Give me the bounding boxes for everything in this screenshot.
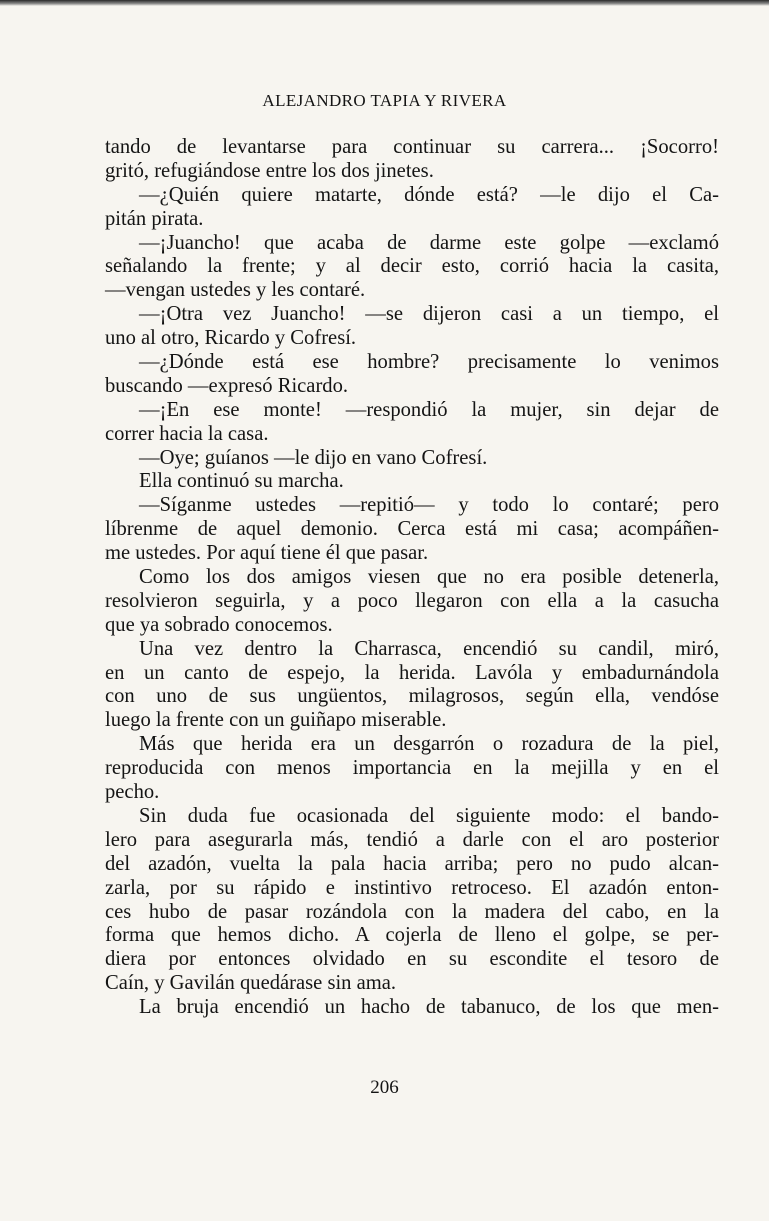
text-line: —Síganme ustedes —repitió— y todo lo contaré; pero — [139, 494, 719, 517]
text-line: lero para asegurarla más, tendió a darle con el aro posterior — [105, 828, 719, 851]
text-line: La bruja encendió un hacho de tabanuco, de los que men- — [139, 996, 719, 1019]
text-line: uno al otro, Ricardo y Cofresí. — [105, 327, 357, 350]
text-line: forma que hemos dicho. A cojerla de lleno el golpe, se per- — [105, 924, 719, 947]
text-line: ces hubo de pasar rozándola con la madera del cabo, en la — [105, 900, 719, 923]
page-number: 206 — [370, 1077, 399, 1098]
text-line: correr hacia la casa. — [105, 422, 269, 445]
running-head: ALEJANDRO TAPIA Y RIVERA — [262, 91, 507, 110]
text-line: Sin duda fue ocasionada del siguiente modo: el bando- — [139, 804, 719, 827]
text-line: Más que herida era un desgarrón o rozadura de la piel, — [139, 733, 719, 756]
text-line: resolvieron seguirla, y a poco llegaron con ella a la casucha — [105, 589, 719, 612]
text-line: —vengan ustedes y les contaré. — [105, 279, 366, 302]
body-text — [105, 136, 719, 1020]
text-line: Ella continuó su marcha. — [139, 470, 344, 493]
text-line: Una vez dentro la Charrasca, encendió su candil, miró, — [139, 637, 719, 660]
text-line: —¿Dónde está ese hombre? precisamente lo venimos — [139, 351, 719, 374]
text-line: Caín, y Gavilán quedárase sin ama. — [105, 972, 397, 995]
text-line: me ustedes. Por aquí tiene él que pasar. — [105, 542, 429, 565]
text-line: que ya sobrado conocemos. — [105, 613, 333, 636]
text-line: —Oye; guíanos —le dijo en vano Cofresí. — [139, 446, 488, 469]
text-line: Como los dos amigos viesen que no era posible detenerla, — [139, 566, 719, 589]
text-line: zarla, por su rápido e instintivo retroceso. El azadón enton- — [105, 876, 719, 899]
text-line: —¿Quién quiere matarte, dónde está? —le dijo el Ca- — [139, 183, 719, 206]
text-line: reproducida con menos importancia en la mejilla y en el — [105, 757, 719, 780]
text-line: —¡Juancho! que acaba de darme este golpe —exclamó — [139, 231, 719, 254]
text-line: con uno de sus ungüentos, milagrosos, según ella, vendóse — [105, 685, 719, 708]
text-line: —¡En ese monte! —respondió la mujer, sin dejar de — [139, 398, 719, 421]
text-line: gritó, refugiándose entre los dos jinetes. — [105, 159, 434, 182]
text-line: tando de levantarse para continuar su carrera... ¡Socorro! — [105, 136, 719, 158]
text-line: pitán pirata. — [105, 207, 204, 230]
text-line: diera por entonces olvidado en su escondite el tesoro de — [105, 948, 719, 971]
text-line: del azadón, vuelta la pala hacia arriba; pero no pudo alcan- — [105, 852, 719, 875]
text-line: —¡Otra vez Juancho! —se dijeron casi a un tiempo, el — [139, 303, 719, 326]
text-line: luego la frente con un guiñapo miserable. — [105, 709, 447, 732]
text-line: líbrenme de aquel demonio. Cerca está mi casa; acompáñen- — [105, 518, 719, 541]
text-line: buscando —expresó Ricardo. — [105, 374, 349, 397]
scan-top-edge — [0, 0, 769, 6]
text-line: señalando la frente; y al decir esto, corrió hacia la casita, — [105, 255, 719, 278]
text-line: en un canto de espejo, la herida. Lavóla y embadurnándola — [105, 661, 719, 684]
text-line: pecho. — [105, 781, 160, 804]
